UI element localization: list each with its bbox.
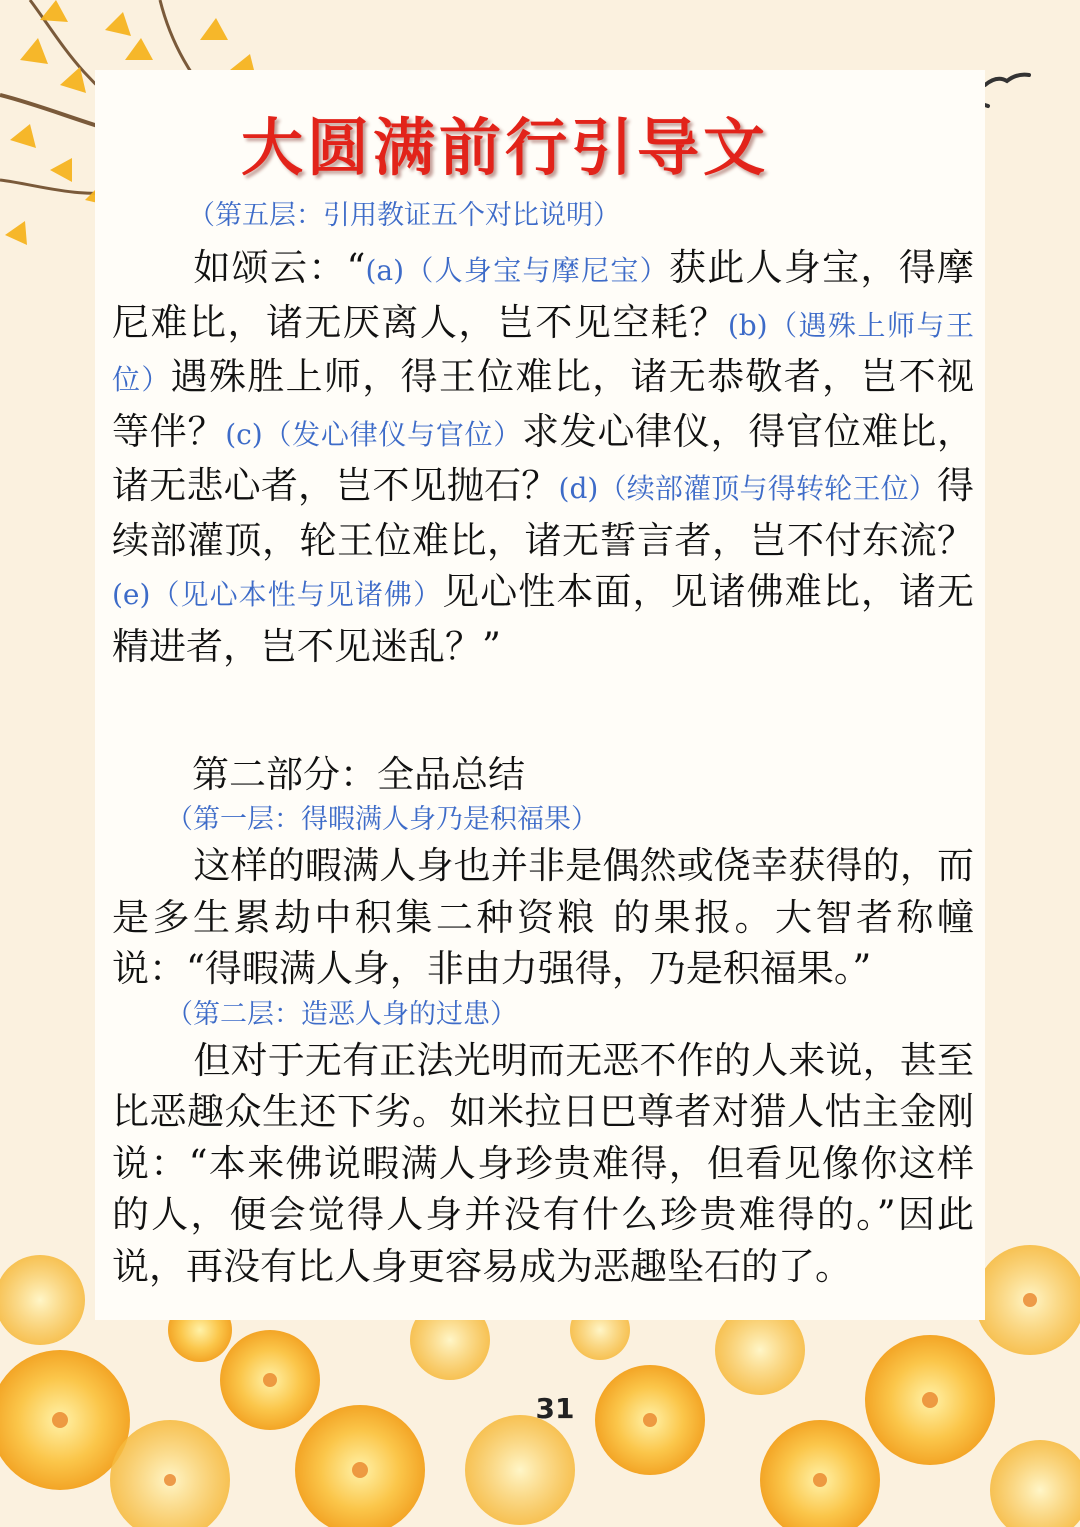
note-a: (a)（人身宝与摩尼宝） <box>365 254 669 287</box>
verse-d: 得续部灌顶，轮王位难比，诸无誓言者，岂不付东流？ <box>112 464 975 562</box>
layer1-paragraph: 这样的暇满人身也并非是偶然或侥幸获得的，而是多生累劫中积集二种资粮 的果报。大智者称幢说：“得暇满人身，非由力强得，乃是积福果。” <box>112 844 974 990</box>
section5-paragraph <box>112 242 974 672</box>
note-b: (b)（遇殊上师与王位） <box>112 308 974 396</box>
article-body <box>112 196 974 1292</box>
page-title: 大圆满前行引导文 <box>240 111 769 184</box>
verse-a: 获此人身宝，得摩尼难比，诸无厌离人，岂不见空耗？ <box>112 246 974 344</box>
verse-e: 见心性本面，见诸佛难比，诸无精进者，岂不见迷乱？” <box>112 570 975 668</box>
note-d: (d)（续部灌顶与得转轮王位） <box>558 472 938 505</box>
section5-subtitle: （第五层：引用教证五个对比说明） <box>188 200 620 231</box>
verse-b: 遇殊胜上师，得王位难比，诸无恭敬者，岂不视等伴？ <box>112 355 974 453</box>
layer1-subtitle: （第一层：得暇满人身乃是积福果） <box>166 804 598 835</box>
layer2-subtitle: （第二层：造恶人身的过患） <box>166 998 517 1030</box>
verse-c: 求发心律仪，得官位难比，诸无悲心者，岂不见抛石？ <box>112 409 975 507</box>
verse-lead: 如颂云：“ <box>193 246 366 289</box>
layer2-paragraph: 但对于无有正法光明而无恶不作的人来说，甚至比恶趣众生还下劣。如米拉日巴尊者对猎人怙主金刚说：“本来佛说暇满人身珍贵难得，但看见像你这样的人，便会觉得人身并没有什么珍贵难得的。”因此说，再没有比人身更容易成为恶趣坠石的了。 <box>112 1038 974 1288</box>
note-e: (e)（见心本性与见诸佛） <box>112 578 443 611</box>
page-number: 31 <box>535 1392 575 1425</box>
part2-heading: 第二部分：全品总结 <box>192 753 525 796</box>
note-c: (c)（发心律仪与官位） <box>225 417 522 451</box>
